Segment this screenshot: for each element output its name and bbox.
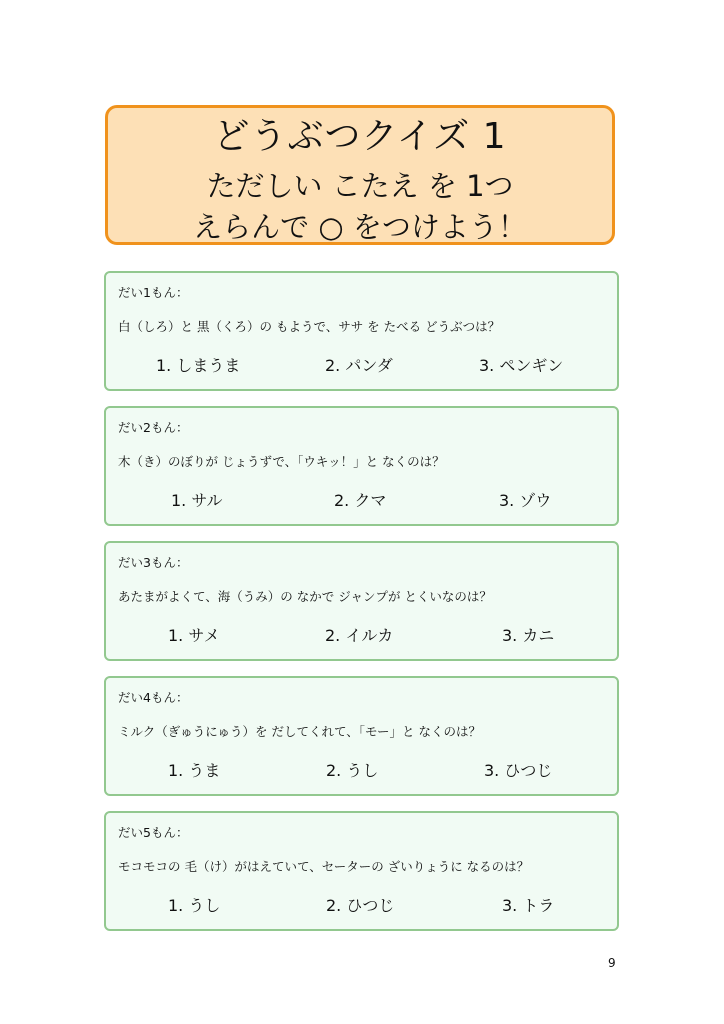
question-2-choice-1[interactable]: 1. サル xyxy=(171,491,223,510)
question-4-box xyxy=(104,676,619,796)
question-4-choice-2[interactable]: 2. うし xyxy=(326,761,379,780)
question-2-box xyxy=(104,406,619,526)
question-1-choice-1[interactable]: 1. しまうま xyxy=(156,356,241,375)
question-1-number: だい1もん： xyxy=(118,285,189,300)
question-5-box xyxy=(104,811,619,931)
question-3-choice-1[interactable]: 1. サメ xyxy=(168,626,220,645)
question-2-number: だい2もん： xyxy=(118,420,189,435)
question-1-choice-2[interactable]: 2. パンダ xyxy=(325,356,393,375)
question-5-choice-3[interactable]: 3. トラ xyxy=(502,896,555,915)
question-5-choice-1[interactable]: 1. うし xyxy=(168,896,221,915)
question-2-text: 木（き）のぼりが じょうずで、「ウキッ！」と なくのは？ xyxy=(118,454,445,469)
question-3-text: あたまがよくて、海（うみ）の なかで ジャンプが とくいなのは？ xyxy=(118,589,492,604)
title-box xyxy=(105,105,615,245)
question-4-number: だい4もん： xyxy=(118,690,189,705)
question-1-box xyxy=(104,271,619,391)
question-3-number: だい3もん： xyxy=(118,555,189,570)
question-5-number: だい5もん： xyxy=(118,825,189,840)
question-5-choice-2[interactable]: 2. ひつじ xyxy=(326,896,395,915)
question-3-choice-2[interactable]: 2. イルカ xyxy=(325,626,394,645)
question-4-choice-3[interactable]: 3. ひつじ xyxy=(484,761,553,780)
question-4-text: ミルク（ぎゅうにゅう）を だしてくれて、「モー」と なくのは？ xyxy=(118,724,481,739)
page-number: 9 xyxy=(608,956,616,970)
question-2-choice-2[interactable]: 2. クマ xyxy=(334,491,387,510)
question-3-choice-3[interactable]: 3. カニ xyxy=(502,626,555,645)
question-3-box xyxy=(104,541,619,661)
question-2-choice-3[interactable]: 3. ゾウ xyxy=(499,491,552,510)
question-1-choice-3[interactable]: 3. ペンギン xyxy=(479,356,564,375)
question-4-choice-1[interactable]: 1. うま xyxy=(168,761,221,780)
quiz-title: どうぶつクイズ 1 xyxy=(213,116,507,157)
question-5-text: モコモコの 毛（け）がはえていて、セーターの ざいりょうに なるのは？ xyxy=(118,859,530,874)
instruction-line-2: えらんで ○ をつけよう！ xyxy=(193,210,527,244)
instruction-line-1: ただしい こたえ を 1つ xyxy=(206,169,514,203)
question-1-text: 白（しろ）と 黒（くろ）の もようで、ササ を たべる どうぶつは？ xyxy=(118,319,501,334)
